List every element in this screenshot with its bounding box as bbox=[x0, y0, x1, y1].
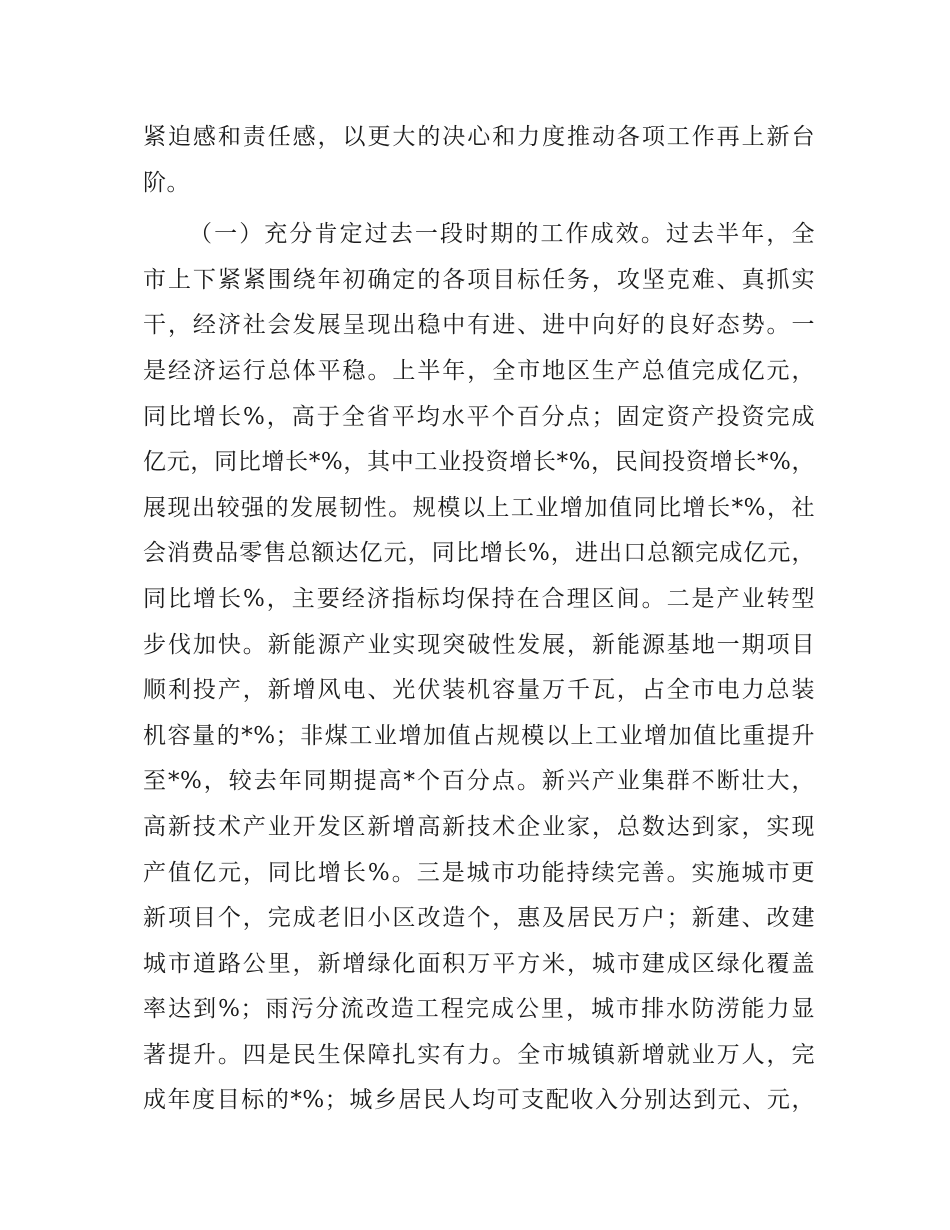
text-line: 至*%，较去年同期提高*个百分点。新兴产业集群不断壮大， bbox=[143, 768, 815, 795]
text-line: 干，经济社会发展呈现出稳中有进、进中向好的良好态势。一 bbox=[143, 312, 815, 339]
body-text bbox=[143, 115, 815, 1124]
text-line: 城市道路公里，新增绿化面积万平方米，城市建成区绿化覆盖 bbox=[143, 950, 815, 977]
text-line: 机容量的*%；非煤工业增加值占规模以上工业增加值比重提升 bbox=[143, 722, 815, 749]
text-line: 著提升。四是民生保障扎实有力。全市城镇新增就业万人，完 bbox=[143, 1041, 815, 1068]
text-line: 市上下紧紧围绕年初确定的各项目标任务，攻坚克难、真抓实 bbox=[143, 266, 815, 293]
paragraph-2 bbox=[143, 212, 815, 1124]
text-line: 紧迫感和责任感，以更大的决心和力度推动各项工作再上新台 bbox=[143, 124, 815, 150]
text-line: 步伐加快。新能源产业实现突破性发展，新能源基地一期项目 bbox=[143, 631, 815, 658]
text-line: 会消费品零售总额达亿元，同比增长%，进出口总额完成亿元， bbox=[143, 540, 815, 567]
text-line: 产值亿元，同比增长%。三是城市功能持续完善。实施城市更 bbox=[143, 859, 815, 886]
text-line: 新项目个，完成老旧小区改造个，惠及居民万户；新建、改建 bbox=[143, 905, 815, 932]
paragraph-1 bbox=[143, 115, 815, 206]
text-line: 展现出较强的发展韧性。规模以上工业增加值同比增长*%，社 bbox=[143, 494, 815, 521]
text-line: 高新技术产业开发区新增高新技术企业家，总数达到家，实现 bbox=[143, 813, 815, 840]
text-line: 成年度目标的*%；城乡居民人均可支配收入分别达到元、元， bbox=[143, 1087, 815, 1114]
text-line: 同比增长%，高于全省平均水平个百分点；固定资产投资完成 bbox=[143, 403, 815, 430]
text-line: 同比增长%，主要经济指标均保持在合理区间。二是产业转型 bbox=[143, 585, 815, 612]
text-line: 阶。 bbox=[143, 169, 190, 196]
text-line: （一）充分肯定过去一段时期的工作成效。过去半年，全 bbox=[189, 221, 815, 248]
text-line: 是经济运行总体平稳。上半年，全市地区生产总值完成亿元， bbox=[143, 357, 815, 384]
text-line: 率达到%；雨污分流改造工程完成公里，城市排水防涝能力显 bbox=[143, 996, 815, 1023]
text-line: 顺利投产，新增风电、光伏装机容量万千瓦，占全市电力总装 bbox=[143, 677, 815, 704]
text-line: 亿元，同比增长*%，其中工业投资增长*%，民间投资增长*%， bbox=[143, 449, 815, 476]
